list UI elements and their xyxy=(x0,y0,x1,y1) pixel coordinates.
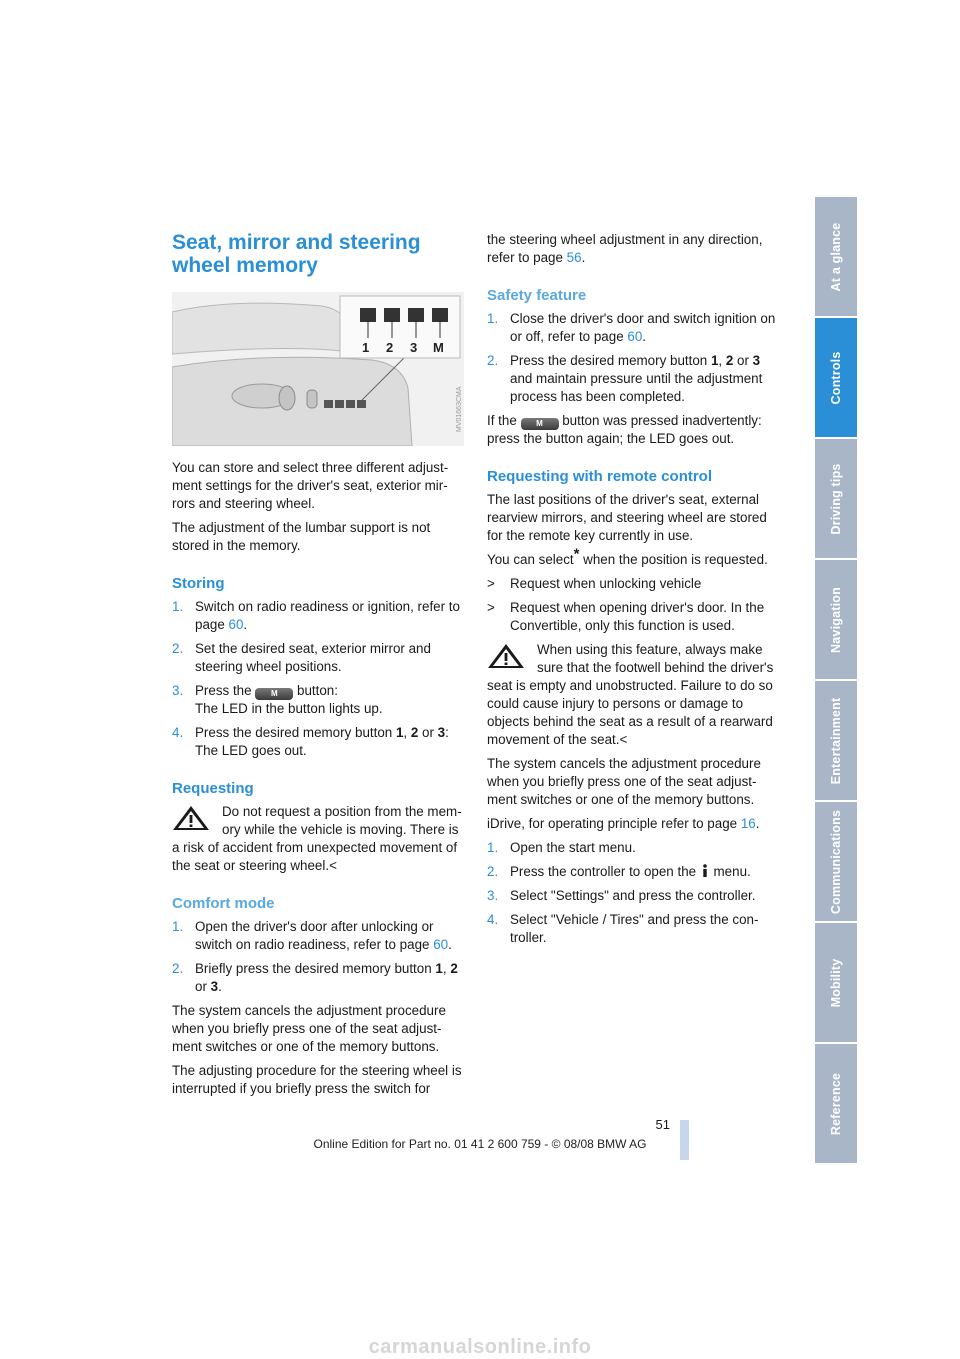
left-column xyxy=(172,459,464,1104)
step-text: or xyxy=(195,979,211,994)
lumbar-note: The adjustment of the lumbar support is not stored in the memory. xyxy=(172,520,431,553)
step-number: 2. xyxy=(172,641,184,656)
tab-controls[interactable] xyxy=(815,318,857,439)
step-number: 1. xyxy=(487,840,499,855)
step-number: 2. xyxy=(172,961,184,976)
step-text: , xyxy=(718,353,726,368)
idrive-step-3 xyxy=(487,887,779,905)
comfort-step-1 xyxy=(172,918,464,954)
page-link[interactable]: 16 xyxy=(740,816,756,831)
paragraph-text: If the xyxy=(487,413,521,428)
bullet-mark: > xyxy=(487,576,495,591)
button-number: 3 xyxy=(210,979,219,994)
button-number: 2 xyxy=(725,353,734,368)
storing-step-3 xyxy=(172,682,464,718)
paragraph-text: You can select xyxy=(487,552,574,567)
page-link[interactable]: 60 xyxy=(627,329,643,344)
step-number: 1. xyxy=(172,599,184,614)
continued-paragraph xyxy=(487,231,779,267)
tab-label: At a glance xyxy=(829,222,843,291)
step-text: : xyxy=(445,725,449,740)
step-text: or xyxy=(733,353,753,368)
watermark: carmanualsonline.info xyxy=(368,1336,592,1358)
safety-step-1 xyxy=(487,310,779,346)
step-text: Set the desired seat, exterior mirror and steering wheel positions. xyxy=(195,641,431,674)
warning-triangle-icon xyxy=(172,805,210,831)
step-text: Press the desired memory button xyxy=(195,725,396,740)
step-text: , xyxy=(403,725,411,740)
comfort-paragraph-1: The system cancels the adjustment procedure when you briefly press one of the seat adjust-ment switches or one of the memory buttons. xyxy=(172,1003,446,1054)
memory-m-button-icon: M xyxy=(255,688,293,700)
figure-label-3: 3 xyxy=(410,340,418,355)
step-text: Press the desired memory button xyxy=(510,353,711,368)
figure-label-2: 2 xyxy=(386,340,394,355)
intro-paragraph: You can store and select three different adjust-ment settings for the driver's seat, exterior mir-rors and steering wheel. xyxy=(172,460,449,511)
remote-paragraph-2 xyxy=(487,545,779,569)
button-number: 1 xyxy=(395,725,404,740)
title-line-2: wheel memory xyxy=(172,254,318,277)
right-column xyxy=(487,231,779,953)
info-i-icon xyxy=(700,864,710,877)
step-text: Press the controller to open the xyxy=(510,864,700,879)
button-number: 2 xyxy=(450,961,458,976)
chapter-tabs xyxy=(815,197,857,1165)
page-number: 51 xyxy=(655,1117,670,1132)
footer-text: Online Edition for Part no. 01 41 2 600 759 - © 08/08 BMW AG xyxy=(313,1137,647,1151)
step-number: 4. xyxy=(172,725,184,740)
end-mark: < xyxy=(619,732,628,747)
warning-text: When using this feature, always make sure that the footwell behind the driver's seat is empty and unobstructed. Failure to do so could cause injury to persons or damage to objects behind the seat as a result of a rearward movement of the seat. xyxy=(487,642,774,747)
tab-mobility[interactable] xyxy=(815,923,857,1044)
idrive-step-1 xyxy=(487,839,779,857)
idrive-step-4 xyxy=(487,911,779,947)
step-text: . xyxy=(243,617,248,632)
paragraph-text: . xyxy=(581,250,586,265)
step-text: Open the driver's door after unlocking or switch on radio readiness, refer to page xyxy=(195,919,434,952)
step-text: Close the driver's door and switch ignition on or off, refer to page xyxy=(510,311,776,344)
storing-heading: Storing xyxy=(172,575,225,592)
page-link[interactable]: 60 xyxy=(433,937,449,952)
step-text: Press the xyxy=(195,683,256,698)
remote-paragraph-1: The last positions of the driver's seat, external rearview mirrors, and steering wheel are stored for the remote key currently in use. xyxy=(487,492,767,543)
step-text: and maintain pressure until the adjustment process has been completed. xyxy=(510,371,763,404)
bullet-item xyxy=(487,599,779,635)
page-link[interactable]: 56 xyxy=(566,250,582,265)
step-number: 2. xyxy=(487,353,499,368)
page-link[interactable]: 60 xyxy=(228,617,244,632)
safety-heading: Safety feature xyxy=(487,287,587,304)
asterisk: * xyxy=(573,545,580,563)
seat-memory-figure xyxy=(172,292,464,446)
storing-step-1 xyxy=(172,598,464,634)
step-text: menu. xyxy=(709,864,751,879)
step-text: Select "Vehicle / Tires" and press the con-troller. xyxy=(510,912,759,945)
bullet-text: Request when opening driver's door. In the Convertible, only this function is used. xyxy=(510,600,765,633)
button-number: 3 xyxy=(437,725,446,740)
button-number: 1 xyxy=(435,961,443,976)
tab-label: Driving tips xyxy=(829,462,843,535)
safety-step-2 xyxy=(487,352,779,406)
seat-illustration xyxy=(172,292,464,446)
step-text: , xyxy=(442,961,451,976)
storing-step-4 xyxy=(172,724,464,760)
step-text: Open the start menu. xyxy=(510,840,636,855)
step-text: Briefly press the desired memory button xyxy=(195,961,436,976)
step-text: . xyxy=(448,937,452,952)
warning-triangle-icon xyxy=(487,643,525,669)
tab-label: Reference xyxy=(829,1072,843,1135)
comfort-step-2 xyxy=(172,960,464,996)
remote-paragraph-3: The system cancels the adjustment procedure when you briefly press one of the seat adjust-ment switches or one of the memory buttons. xyxy=(487,756,761,807)
safety-paragraph xyxy=(487,412,779,448)
storing-step-2 xyxy=(172,640,464,676)
paragraph-text: when the position is requested. xyxy=(579,552,768,567)
paragraph-text: . xyxy=(755,816,760,831)
tab-label: Mobility xyxy=(829,958,843,1007)
step-text: The LED in the button lights up. xyxy=(195,701,383,716)
tab-label: Communications xyxy=(829,809,843,914)
button-number: 2 xyxy=(410,725,419,740)
comfort-paragraph-2: The adjusting procedure for the steering wheel is interrupted if you briefly press the switch for xyxy=(172,1063,462,1096)
requesting-warning xyxy=(172,803,464,875)
step-number: 3. xyxy=(172,683,184,698)
remote-warning xyxy=(487,641,779,749)
requesting-heading: Requesting xyxy=(172,780,254,797)
step-number: 1. xyxy=(172,919,184,934)
tab-at-a-glance[interactable] xyxy=(815,197,857,318)
step-text: . xyxy=(218,979,222,994)
tab-label: Entertainment xyxy=(829,697,843,784)
step-text: Select "Settings" and press the controller. xyxy=(510,888,756,903)
bullet-mark: > xyxy=(487,600,495,615)
figure-code: MV01663CMA xyxy=(456,386,463,432)
comfort-heading: Comfort mode xyxy=(172,895,275,912)
paragraph-text: iDrive, for operating principle refer to page xyxy=(487,816,741,831)
title-line-1: Seat, mirror and steering xyxy=(172,231,421,254)
figure-label-m: M xyxy=(433,340,444,355)
step-text: Switch on radio readiness or ignition, refer to page xyxy=(195,599,460,632)
step-number: 2. xyxy=(487,864,499,879)
tab-entertainment[interactable] xyxy=(815,681,857,802)
tab-label: Controls xyxy=(829,351,843,404)
tab-label: Navigation xyxy=(829,586,843,653)
page-title xyxy=(172,231,421,277)
paragraph-text: the steering wheel adjustment in any direction, refer to page xyxy=(487,232,763,265)
tab-navigation[interactable] xyxy=(815,560,857,681)
tab-communications[interactable] xyxy=(815,802,857,923)
bullet-text: Request when unlocking vehicle xyxy=(510,576,702,591)
figure-label-1: 1 xyxy=(362,340,370,355)
paragraph-text: button was pressed inadvertently: press the button again; the LED goes out. xyxy=(487,413,762,446)
idrive-paragraph xyxy=(487,815,779,833)
step-number: 3. xyxy=(487,888,499,903)
button-number: 3 xyxy=(752,353,761,368)
memory-m-button-icon: M xyxy=(521,418,559,430)
step-text: The LED goes out. xyxy=(195,743,307,758)
remote-heading: Requesting with remote control xyxy=(487,468,713,485)
step-text: button: xyxy=(293,683,338,698)
warning-text: Do not request a position from the mem-ory while the vehicle is moving. There is a risk of accident from unexpected movement of the seat or steering wheel. xyxy=(172,804,462,873)
tab-driving-tips[interactable] xyxy=(815,439,857,560)
step-text: or xyxy=(418,725,438,740)
bullet-item xyxy=(487,575,779,593)
button-number: 1 xyxy=(710,353,719,368)
step-text: . xyxy=(642,329,647,344)
end-mark: < xyxy=(329,858,337,873)
idrive-step-2 xyxy=(487,863,779,881)
step-number: 4. xyxy=(487,912,499,927)
step-number: 1. xyxy=(487,311,499,326)
